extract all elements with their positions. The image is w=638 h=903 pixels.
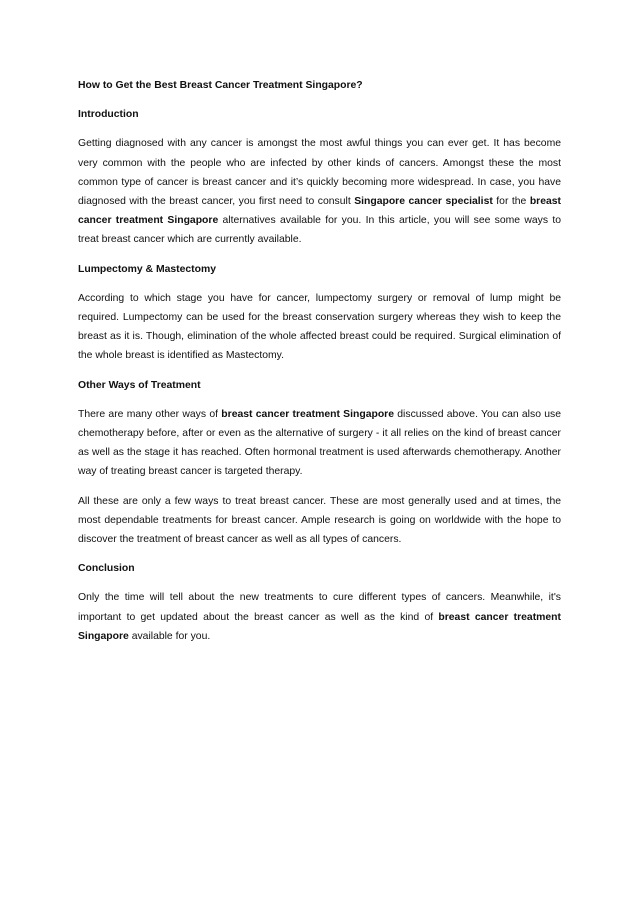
bold-text-run: Singapore cancer specialist: [354, 196, 493, 208]
bold-text-run: breast cancer treatment Singapore: [221, 408, 394, 420]
section-heading-conclusion: Conclusion: [78, 563, 135, 575]
other-treatment-paragraph-1: [78, 405, 561, 482]
bold-text-run: breast cancer treatment Singapore: [78, 611, 561, 642]
bold-text-run: breast cancer treatment Singapore: [78, 196, 561, 227]
other-treatment-paragraph-2: All these are only a few ways to treat breast cancer. These are most generally used and at times, the most dependable treatments for breast cancer. Ample research is going on worldwide with the hope to discover the treatment of breast cancer as well as all types of cancers.: [78, 495, 561, 546]
text-run: alternatives available for you. In this article, you will see some ways to treat breast cancer which are currently available.: [78, 215, 561, 246]
introduction-paragraph: [78, 134, 561, 249]
text-run: Getting diagnosed with any cancer is amongst the most awful things you can ever get. It has become very common with the people who are infected by other kinds of cancers. Amongst these the most common type of cancer is breast cancer and it’s quickly becoming more widespread. In case, you have diagnosed with the breast cancer, you first need to consult: [78, 138, 561, 208]
section-heading-introduction: Introduction: [78, 109, 139, 121]
text-run: Only the time will tell about the new treatments to cure different types of cancers. Meanwhile, it's important to get updated about the breast cancer as well as the kind of: [78, 592, 561, 623]
text-run: There are many other ways of: [78, 408, 222, 420]
document-page: [78, 76, 561, 656]
conclusion-paragraph: [78, 588, 561, 646]
section-heading-lumpectomy: Lumpectomy & Mastectomy: [78, 263, 216, 275]
text-run: discussed above. You can also use chemotherapy before, after or even as the alternative of surgery - it all relies on the kind of breast cancer as well as the stage it has reached. Often hormonal treatment is used afterwards chemotherapy. Another way of treating breast cancer is targeted therapy.: [78, 408, 562, 478]
text-run: available for you.: [128, 630, 211, 642]
text-run: for the: [492, 196, 530, 208]
section-heading-other-treatment: Other Ways of Treatment: [78, 379, 201, 391]
lumpectomy-paragraph: According to which stage you have for cancer, lumpectomy surgery or removal of lump might be required. Lumpectomy can be used for the breast conservation surgery whereas they wish to keep the breast as it is. Though, elimination of the whole affected breast could be required. Surgical elimination of the whole breast is identified as Mastectomy.: [78, 292, 561, 362]
document-title: How to Get the Best Breast Cancer Treatment Singapore?: [78, 80, 363, 91]
